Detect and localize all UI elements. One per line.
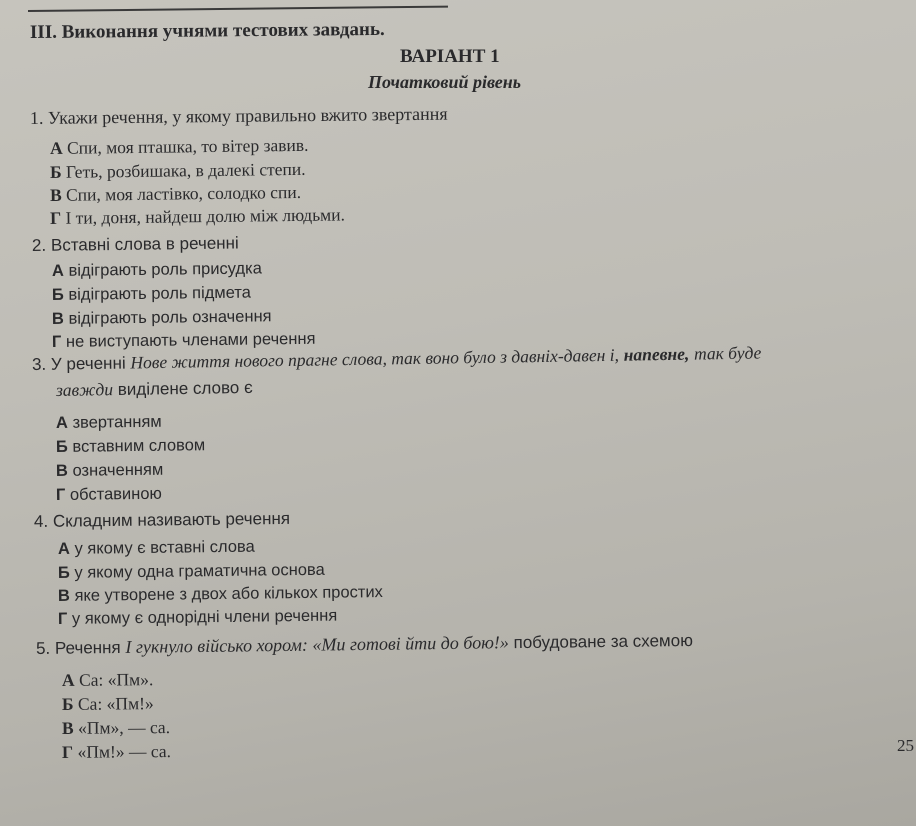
- question-text: Складним називають речення: [52, 508, 291, 531]
- question-5: [36, 630, 693, 659]
- option-2c: [52, 307, 272, 329]
- option-text: відіграють роль присудка: [68, 259, 262, 280]
- option-3a: [56, 413, 162, 433]
- option-letter: В: [49, 184, 62, 205]
- option-4b: [58, 561, 325, 583]
- option-letter: Б: [51, 285, 64, 304]
- option-letter: А: [57, 539, 71, 558]
- option-1c: [50, 182, 301, 206]
- option-letter: В: [57, 586, 71, 605]
- option-text: обставиною: [69, 484, 162, 504]
- question-2: [32, 233, 239, 256]
- option-5b: [62, 693, 154, 715]
- option-1b: [50, 159, 306, 183]
- question-text: У реченні: [50, 353, 126, 374]
- option-letter: А: [55, 413, 69, 432]
- option-4c: [58, 583, 383, 606]
- option-letter: В: [61, 717, 74, 738]
- option-text: Спи, моя пташка, то вітер завив.: [66, 134, 309, 158]
- question-text: побудоване за схемою: [513, 630, 694, 653]
- option-text: вставним словом: [72, 436, 206, 456]
- option-text: звертанням: [72, 412, 162, 432]
- option-text: Геть, розбишака, в далекі степи.: [65, 158, 306, 182]
- option-letter: А: [49, 137, 63, 158]
- option-letter: В: [55, 461, 69, 480]
- option-text: означенням: [72, 460, 164, 480]
- question-text: виділене слово є: [117, 377, 253, 400]
- option-5c: [62, 717, 170, 739]
- option-letter: Г: [55, 485, 66, 504]
- option-1d: [50, 204, 345, 229]
- question-number: 5.: [35, 638, 51, 658]
- option-text: яке утворене з двох або кількох простих: [74, 583, 383, 605]
- option-letter: Б: [61, 693, 74, 714]
- option-text: Са: «Пм!»: [77, 693, 154, 714]
- question-text: Речення: [54, 637, 121, 658]
- option-letter: Б: [49, 161, 62, 182]
- option-text: не виступають членами речення: [65, 329, 316, 351]
- option-3b: [56, 436, 205, 457]
- question-sentence: Нове життя нового прагне слова, так воно було з давніх-давен і,: [130, 344, 620, 373]
- option-letter: Г: [49, 207, 62, 228]
- option-text: Са: «Пм».: [78, 669, 154, 690]
- question-text: Вставні слова в реченні: [50, 233, 239, 255]
- option-1a: [50, 135, 309, 159]
- option-text: «Пм!» — са.: [77, 741, 172, 762]
- question-number: 1.: [29, 107, 44, 128]
- option-letter: А: [61, 669, 75, 690]
- question-sentence-tail: так буде: [693, 342, 762, 364]
- option-text: І ти, доня, найдеш долю між людьми.: [65, 204, 346, 228]
- question-text: Укажи речення, у якому правильно вжито звертання: [47, 103, 448, 128]
- question-number: 3.: [31, 354, 47, 374]
- option-text: у якому одна граматична основа: [74, 560, 325, 582]
- option-2a: [52, 259, 262, 281]
- option-2b: [52, 284, 251, 305]
- question-4: [34, 509, 290, 532]
- question-sentence-tail: завжди: [55, 379, 114, 400]
- option-5a: [62, 669, 153, 691]
- top-rule: [28, 6, 448, 12]
- question-number: 2.: [31, 235, 47, 255]
- option-text: у якому є вставні слова: [74, 537, 255, 558]
- option-5d: [62, 741, 171, 763]
- option-text: у якому є однорідні члени речення: [71, 606, 338, 628]
- option-text: відіграють роль означення: [68, 307, 272, 328]
- option-3d: [56, 485, 162, 505]
- page-number: 25: [897, 736, 914, 755]
- option-4a: [58, 538, 255, 559]
- question-number: 4.: [33, 511, 49, 531]
- option-4d: [58, 607, 338, 629]
- question-sentence: І гукнуло військо хором: «Ми готові йти до бою!»: [125, 632, 509, 657]
- question-3-line-2: [56, 377, 253, 401]
- option-text: «Пм», — са.: [77, 717, 171, 738]
- variant-heading: ВАРІАНТ 1: [400, 46, 500, 67]
- option-text: відіграють роль підмета: [68, 283, 251, 304]
- option-text: Спи, моя ластівко, солодко спи.: [65, 181, 302, 205]
- option-letter: Г: [51, 332, 62, 351]
- option-letter: Б: [57, 563, 70, 582]
- option-letter: А: [51, 261, 65, 280]
- section-title: III. Виконання учнями тестових завдань.: [29, 18, 385, 43]
- level-heading: Початковий рівень: [368, 72, 522, 92]
- option-letter: Г: [61, 741, 74, 762]
- option-3c: [56, 461, 164, 481]
- question-1: [30, 104, 448, 129]
- option-2d: [52, 330, 316, 352]
- highlighted-word: напевне,: [623, 343, 690, 365]
- option-letter: В: [51, 309, 65, 328]
- option-letter: Г: [57, 609, 68, 628]
- option-letter: Б: [55, 437, 68, 456]
